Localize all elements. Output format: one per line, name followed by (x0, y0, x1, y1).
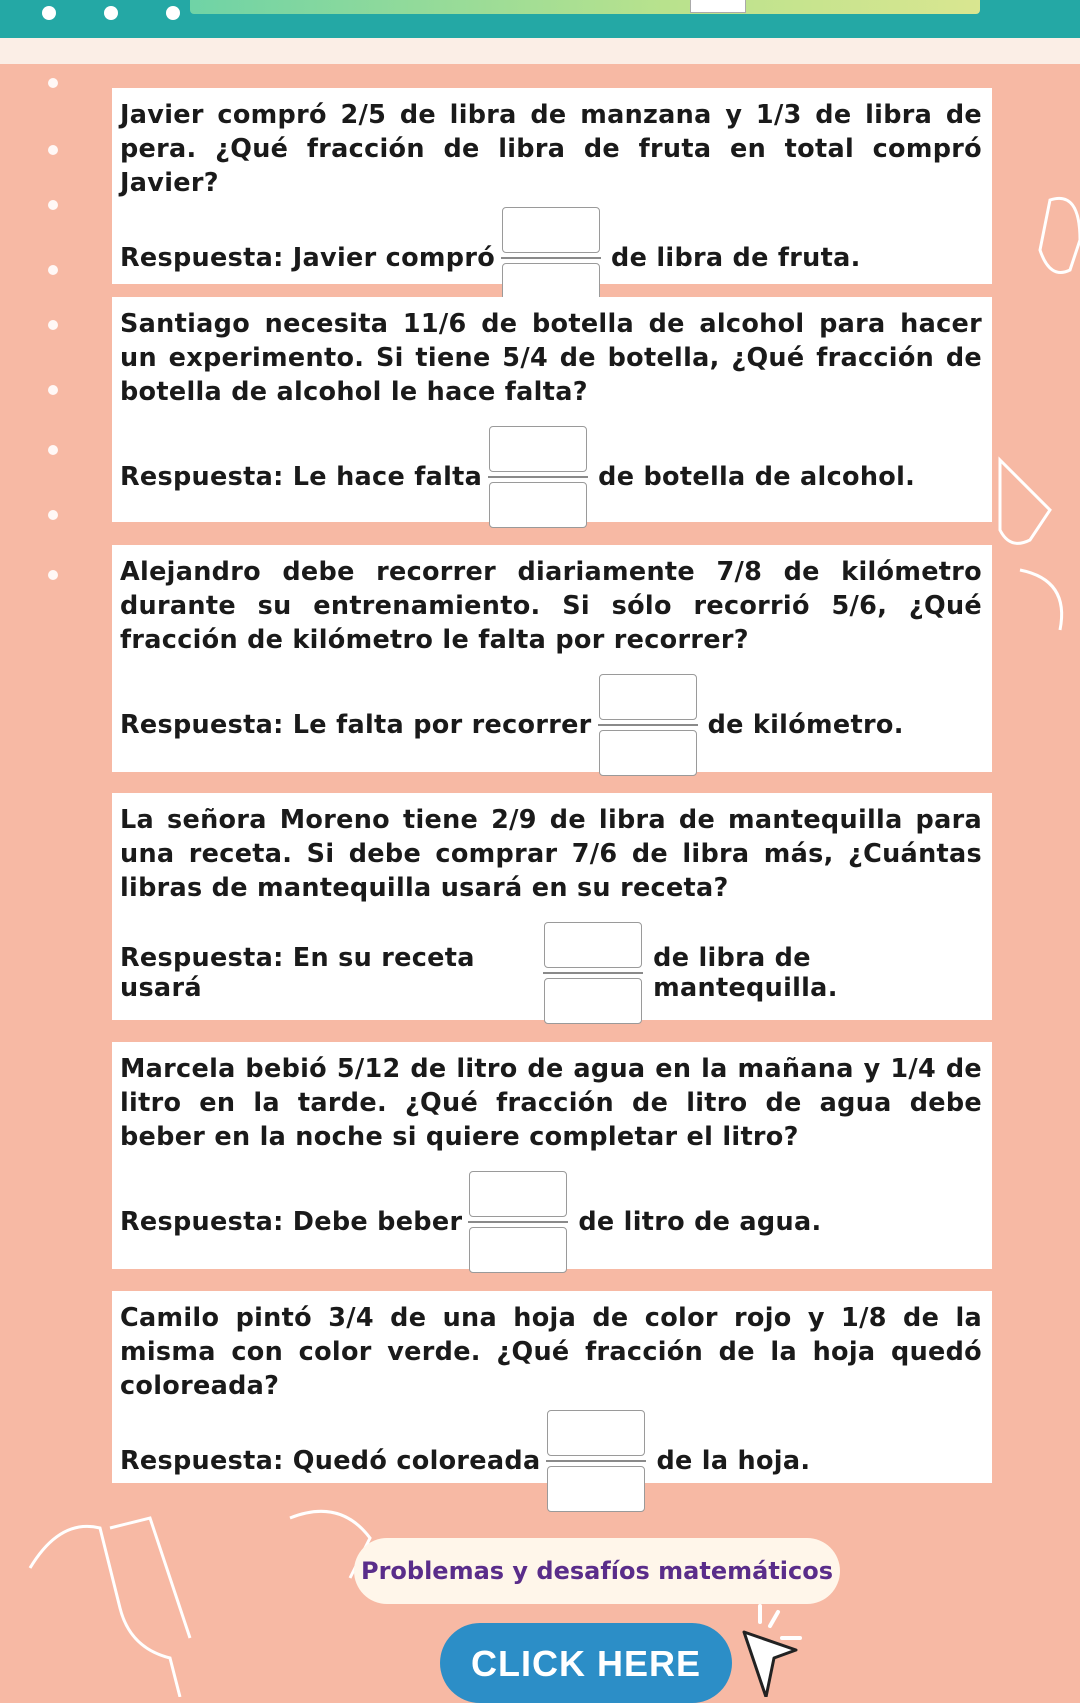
answer-suffix: de libra de mantequilla. (653, 943, 838, 1003)
fraction-answer (488, 426, 588, 528)
fraction-bar (546, 1460, 646, 1462)
fraction-bar (488, 476, 588, 478)
decorative-dot (48, 78, 58, 88)
decorative-dot (48, 320, 58, 330)
answer-prefix: Respuesta: Quedó coloreada (120, 1446, 541, 1476)
progress-bar (190, 0, 980, 14)
numerator-input[interactable] (547, 1410, 645, 1456)
fraction-answer (501, 207, 601, 309)
numerator-input[interactable] (489, 426, 587, 472)
fraction-bar (468, 1221, 568, 1223)
numerator-input[interactable] (599, 674, 697, 720)
answer-line (120, 673, 982, 777)
answer-suffix: de botella de alcohol. (598, 462, 916, 492)
fraction-bar (501, 257, 601, 259)
denominator-input[interactable] (544, 978, 642, 1024)
decorative-number-outline (990, 180, 1080, 640)
decorative-dot (48, 570, 58, 580)
answer-suffix: de litro de agua. (578, 1207, 822, 1237)
problem-question: Marcela bebió 5/12 de litro de agua en la mañana y 1/4 de litro en la tarde. ¿Qué fracción de litro de agua debe beber en la noche si quiere completar el litro? (120, 1054, 982, 1152)
problem-card-6 (112, 1291, 992, 1483)
fraction-bar (598, 724, 698, 726)
answer-line (120, 425, 982, 529)
click-here-button[interactable]: CLICK HERE (440, 1623, 732, 1703)
header-dot (42, 6, 56, 20)
problem-card-4 (112, 793, 992, 1020)
answer-prefix: Respuesta: En su receta usará (120, 943, 475, 1003)
decorative-dot (48, 265, 58, 275)
problem-question: Javier compró 2/5 de libra de manzana y 1/3 de libra de pera. ¿Qué fracción de libra de fruta en total compró Javier? (120, 100, 982, 198)
header-dot (166, 6, 180, 20)
answer-suffix: de la hoja. (656, 1446, 811, 1476)
fraction-answer (543, 922, 643, 1024)
problem-card-5 (112, 1042, 992, 1269)
answer-prefix: Respuesta: Javier compró (120, 243, 496, 273)
denominator-input[interactable] (547, 1466, 645, 1512)
denominator-input[interactable] (489, 482, 587, 528)
answer-line (120, 1409, 982, 1513)
answer-line (120, 921, 982, 1025)
denominator-input[interactable] (599, 730, 697, 776)
progress-thumb[interactable] (690, 0, 746, 13)
decorative-dot (48, 200, 58, 210)
problem-card-2 (112, 297, 992, 522)
cursor-icon (720, 1600, 810, 1697)
numerator-input[interactable] (502, 207, 600, 253)
subtitle-pill: Problemas y desafíos matemáticos (354, 1538, 840, 1604)
problem-card-1 (112, 88, 992, 284)
header-band (0, 38, 1080, 64)
numerator-input[interactable] (469, 1171, 567, 1217)
numerator-input[interactable] (544, 922, 642, 968)
answer-prefix: Respuesta: Le hace falta (120, 462, 483, 492)
header-dot (104, 6, 118, 20)
fraction-answer (598, 674, 698, 776)
problem-question: Alejandro debe recorrer diariamente 7/8 de kilómetro durante su entrenamiento. Si sólo recorrió 5/6, ¿Qué fracción de kilómetro le falta por recorrer? (120, 557, 982, 655)
fraction-answer (546, 1410, 646, 1512)
decorative-dot (48, 445, 58, 455)
denominator-input[interactable] (469, 1227, 567, 1273)
fraction-answer (468, 1171, 568, 1273)
problem-question: La señora Moreno tiene 2/9 de libra de mantequilla para una receta. Si debe comprar 7/6 de libra más, ¿Cuántas libras de mantequilla usará en su receta? (120, 805, 982, 903)
answer-suffix: de kilómetro. (707, 710, 904, 740)
answer-line (120, 1170, 982, 1274)
decorative-dot (48, 385, 58, 395)
problem-question: Santiago necesita 11/6 de botella de alcohol para hacer un experimento. Si tiene 5/4 de botella, ¿Qué fracción de botella de alcohol le hace falta? (120, 309, 982, 407)
answer-prefix: Respuesta: Le falta por recorrer (120, 710, 592, 740)
problem-question: Camilo pintó 3/4 de una hoja de color rojo y 1/8 de la misma con color verde. ¿Qué fracción de la hoja quedó coloreada? (120, 1303, 982, 1401)
answer-line (120, 206, 982, 310)
answer-suffix: de libra de fruta. (611, 243, 861, 273)
answer-prefix: Respuesta: Debe beber (120, 1207, 463, 1237)
fraction-bar (543, 972, 643, 974)
decorative-dot (48, 510, 58, 520)
decorative-dot (48, 145, 58, 155)
problem-card-3 (112, 545, 992, 772)
